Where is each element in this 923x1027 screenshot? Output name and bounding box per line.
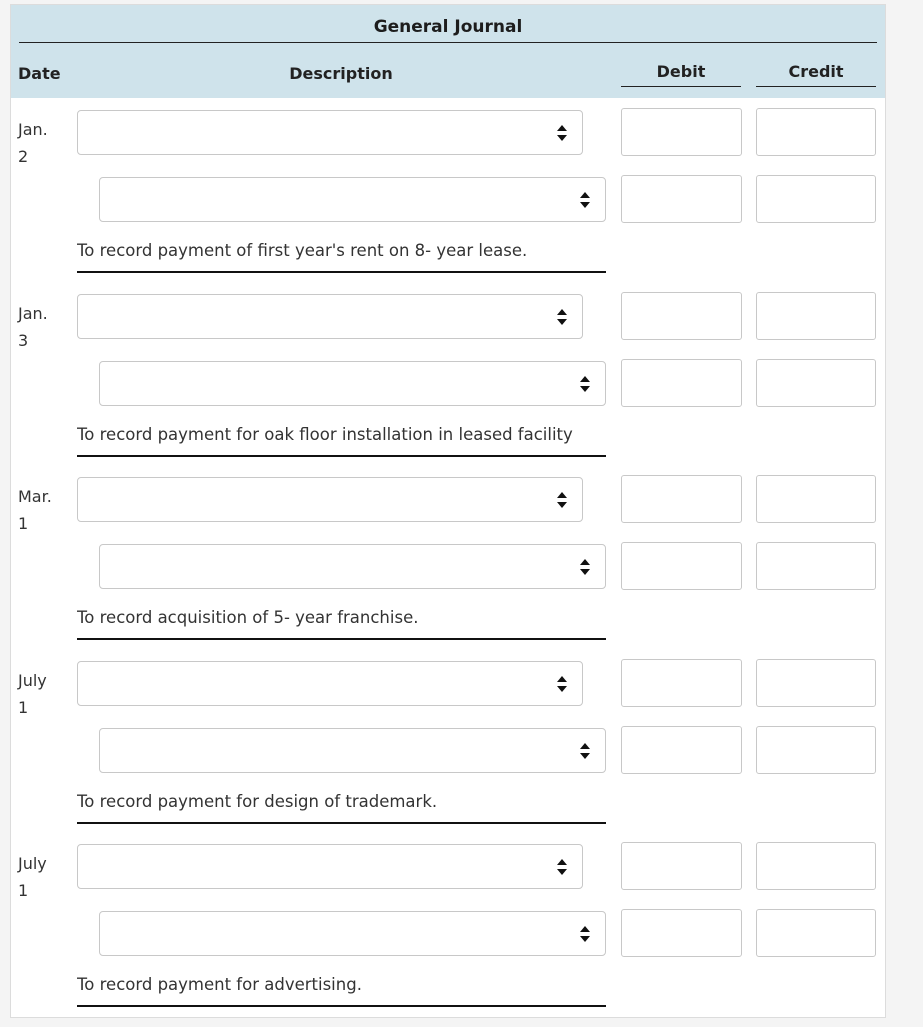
debit-account-select[interactable] [77,477,583,522]
credit-amount-input[interactable] [756,292,876,340]
column-header-date: Date [18,64,61,83]
entry-date-day: 1 [18,514,29,533]
select-arrows-icon [579,556,591,578]
journal-entry [0,661,923,844]
select-arrows-icon [579,189,591,211]
entry-date-day: 2 [18,147,29,166]
journal-entry [0,844,923,1027]
debit-account-select[interactable] [77,844,583,889]
entry-date-month: July [18,671,47,690]
column-header-description: Description [289,64,393,83]
credit-amount-input[interactable] [756,175,876,223]
entry-date-day: 1 [18,881,29,900]
debit-amount-input[interactable] [621,909,742,957]
journal-entry [0,294,923,477]
debit-amount-input[interactable] [621,292,742,340]
debit-account-select[interactable] [77,110,583,155]
credit-account-select[interactable] [99,911,606,956]
select-arrows-icon [579,740,591,762]
entry-memo: To record payment for advertising. [77,975,606,1007]
select-arrows-icon [556,856,568,878]
debit-amount-input[interactable] [621,726,742,774]
select-arrows-icon [579,373,591,395]
credit-amount-input[interactable] [756,909,876,957]
debit-account-select[interactable] [77,294,583,339]
debit-amount-input[interactable] [621,475,742,523]
select-arrows-icon [556,489,568,511]
debit-amount-input[interactable] [621,175,742,223]
debit-amount-input[interactable] [621,842,742,890]
entry-date-month: Jan. [18,304,48,323]
credit-amount-input[interactable] [756,542,876,590]
credit-amount-input[interactable] [756,659,876,707]
entry-date-month: Jan. [18,120,48,139]
debit-amount-input[interactable] [621,659,742,707]
column-header-credit: Credit [756,62,876,87]
entry-date-month: July [18,854,47,873]
journal-title: General Journal [373,17,523,37]
credit-account-select[interactable] [99,177,606,222]
credit-amount-input[interactable] [756,475,876,523]
entry-memo: To record payment for design of trademark. [77,792,606,824]
select-arrows-icon [579,923,591,945]
debit-amount-input[interactable] [621,108,742,156]
credit-account-select[interactable] [99,728,606,773]
entry-memo: To record payment of first year's rent on 8- year lease. [77,241,606,273]
title-divider [19,42,877,43]
credit-amount-input[interactable] [756,726,876,774]
credit-account-select[interactable] [99,544,606,589]
select-arrows-icon [556,306,568,328]
select-arrows-icon [556,673,568,695]
entry-date [18,300,68,354]
credit-amount-input[interactable] [756,359,876,407]
journal-entry [0,477,923,660]
entry-date [18,850,68,904]
entry-memo: To record acquisition of 5- year franchise. [77,608,606,640]
entry-date-day: 3 [18,331,29,350]
credit-account-select[interactable] [99,361,606,406]
select-arrows-icon [556,122,568,144]
debit-account-select[interactable] [77,661,583,706]
journal-entry [0,110,923,293]
entry-date [18,116,68,170]
entry-memo: To record payment for oak floor installation in leased facility [77,425,606,457]
credit-amount-input[interactable] [756,842,876,890]
entry-date-day: 1 [18,698,29,717]
credit-amount-input[interactable] [756,108,876,156]
debit-amount-input[interactable] [621,542,742,590]
column-header-debit: Debit [621,62,741,87]
entry-date [18,483,68,537]
journal-header [11,5,885,98]
entry-date [18,667,68,721]
debit-amount-input[interactable] [621,359,742,407]
entry-date-month: Mar. [18,487,52,506]
